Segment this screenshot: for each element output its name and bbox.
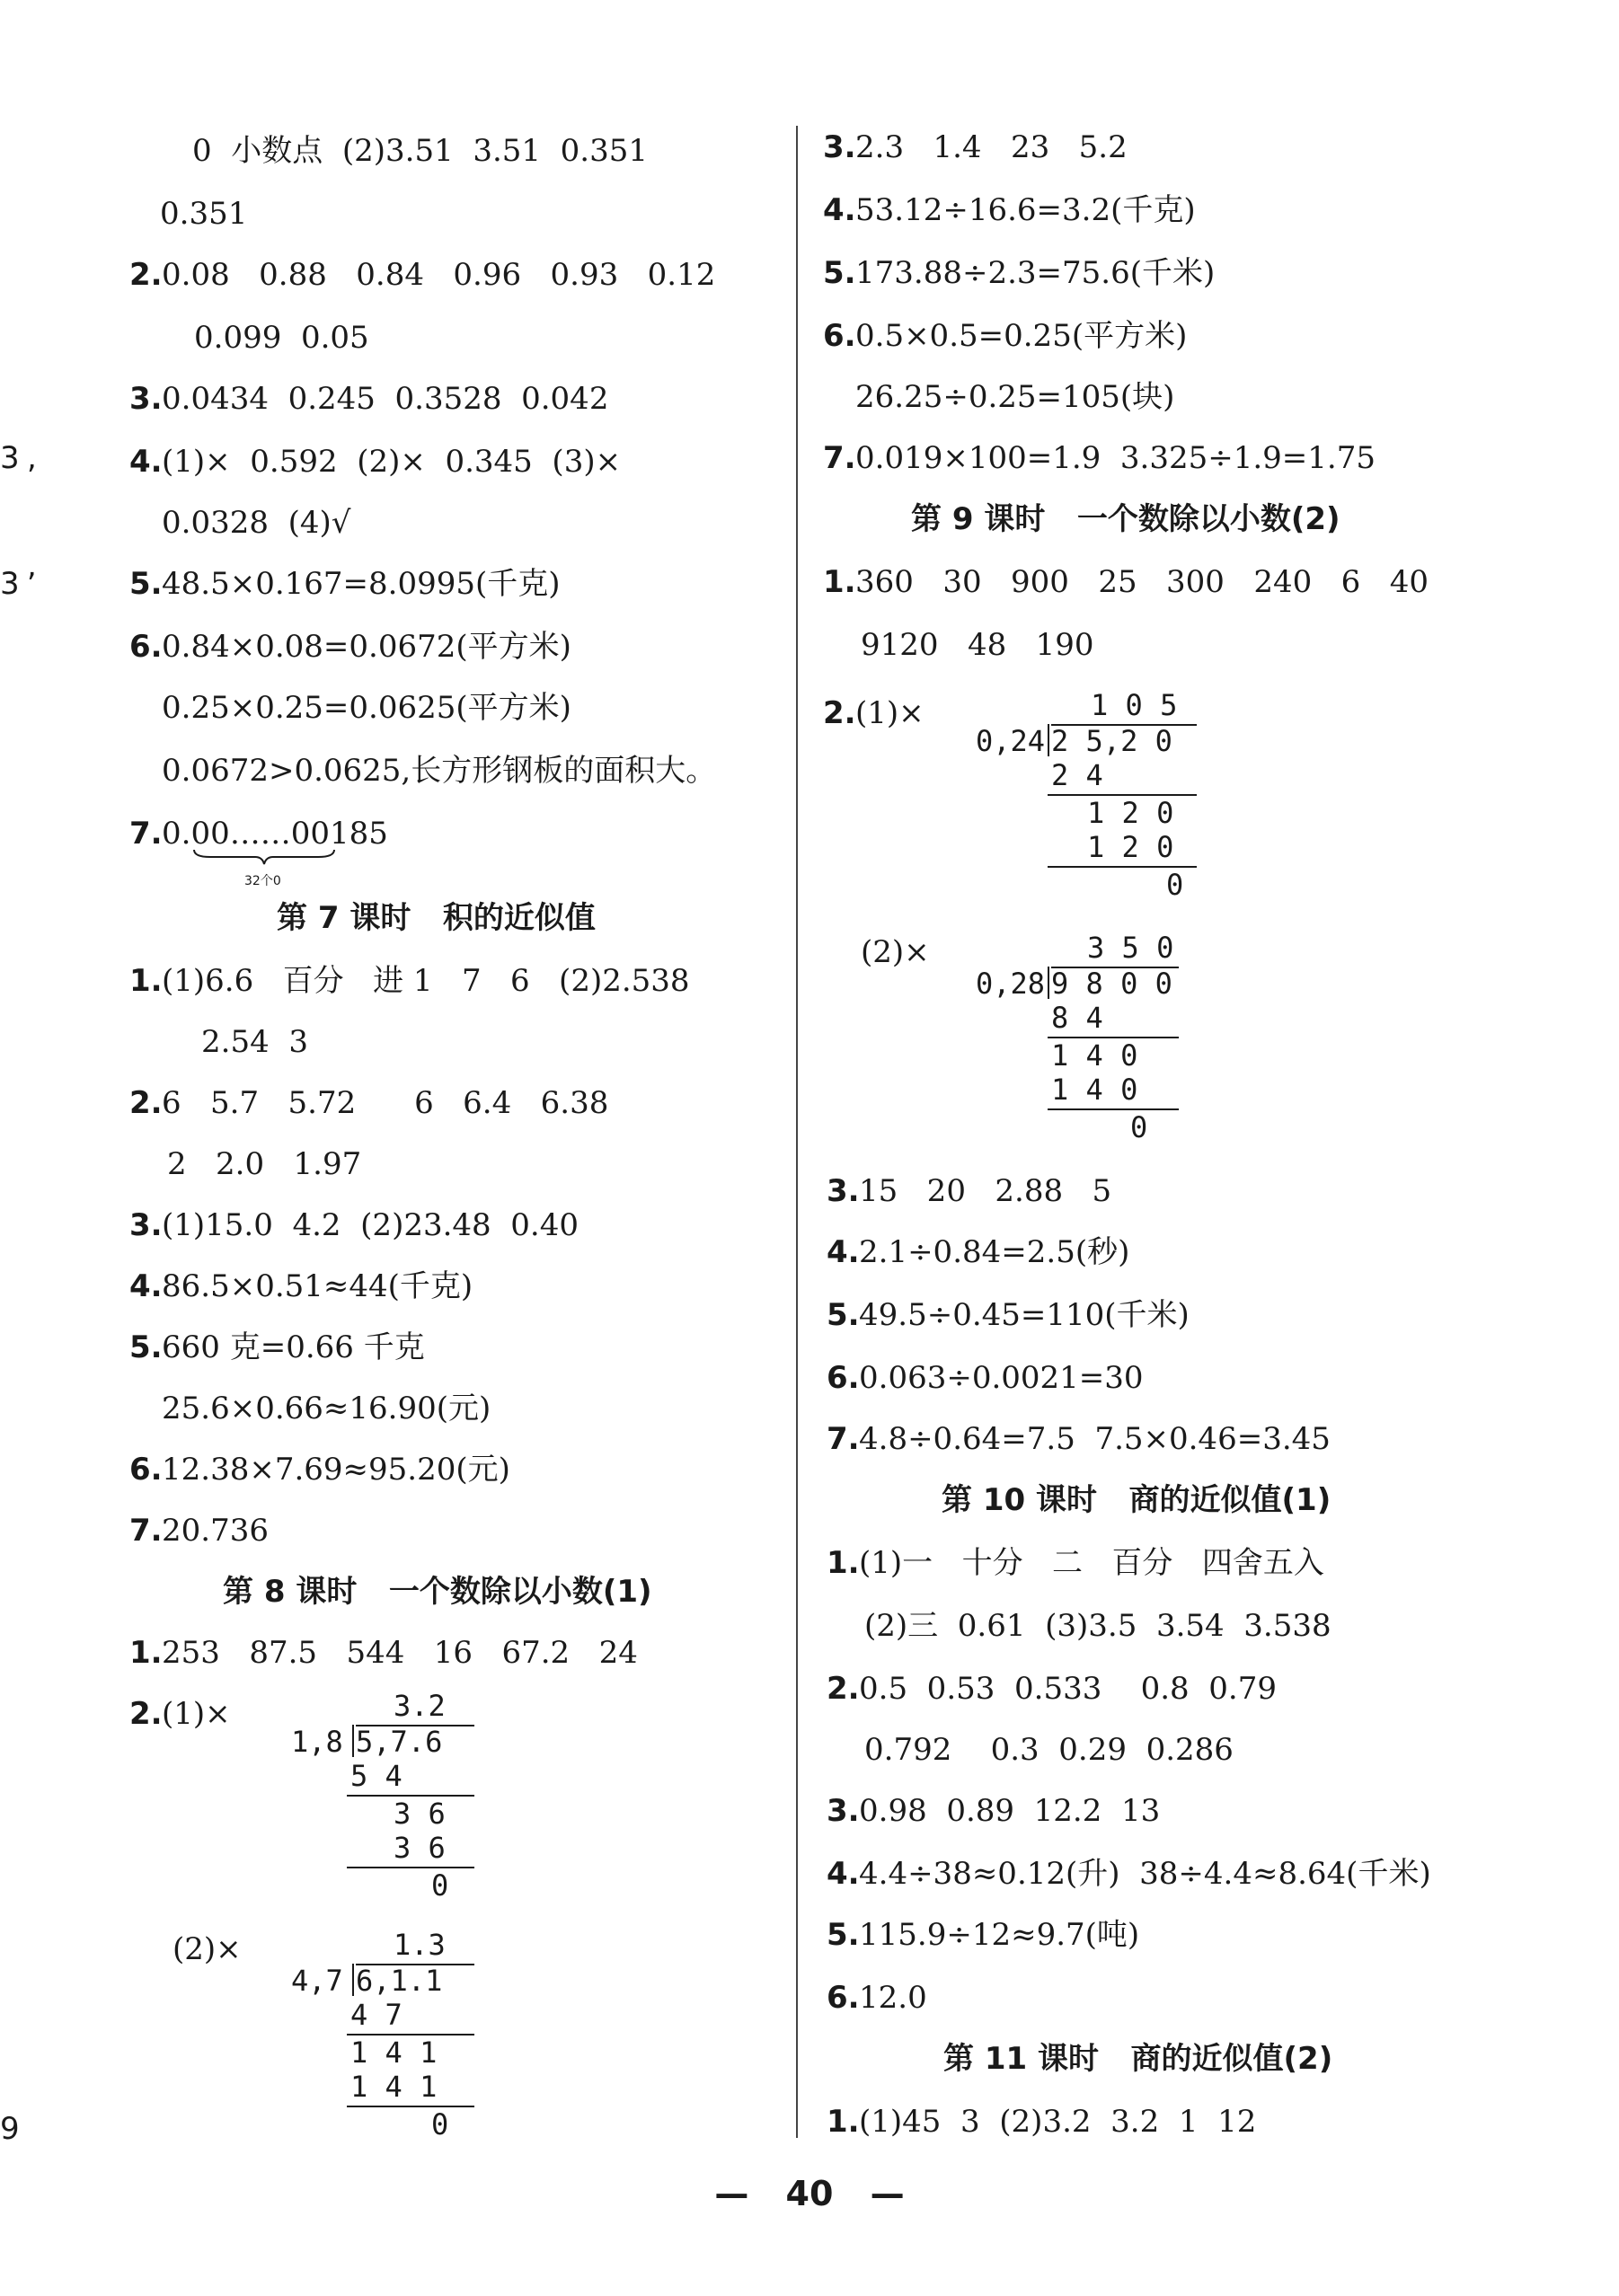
remainder: 0 [431,2107,449,2141]
answer-line: 0.84×0.08=0.0672(平方米) [162,629,571,665]
step: 1 4 0 [1051,1073,1138,1107]
answer-line: 253 87.5 544 16 67.2 24 [162,1635,638,1671]
answer-line: 0.019×100=1.9 3.325÷1.9=1.75 [855,440,1376,476]
step-line [1048,1108,1179,1110]
item-number: 5. [129,1329,163,1365]
item-number: 4. [827,1234,860,1270]
item-number: 3. [827,1173,860,1209]
step: 1 2 0 [1087,830,1174,864]
item-number: 3. [827,1793,860,1829]
item-number: 1. [129,1635,163,1671]
step: 8 4 [1051,1001,1103,1035]
step: 4 7 [350,1998,403,2032]
item-number: 2. [827,1671,860,1707]
answer-line: 0.08 0.88 0.84 0.96 0.93 0.12 [162,257,716,293]
answer-line: 53.12÷16.6=3.2(千克) [855,192,1196,228]
item-number: 4. [823,192,856,228]
answer-line: (2)× [173,1931,242,1967]
dividend: 2 5,2 0 [1051,724,1172,758]
item-number: 4. [827,1856,860,1892]
answer-line: 86.5×0.51≈44(千克) [162,1268,473,1304]
answer-line: 49.5÷0.45=110(千米) [859,1297,1190,1333]
divisor: 0,24 [976,724,1046,758]
edge-mark: , [27,548,37,584]
item-number: 1. [827,2104,860,2140]
item-number: 7. [129,816,163,852]
answer-line: 173.88÷2.3=75.6(千米) [855,255,1216,291]
answer-line: 0.351 [160,196,248,232]
answer-line: (1)15.0 4.2 (2)23.48 0.40 [162,1207,579,1243]
step: 3 6 [394,1797,446,1831]
item-number: 2. [129,1696,163,1732]
item-number: 2. [129,257,163,293]
remainder: 0 [1166,868,1184,902]
item-number: 1. [129,963,163,999]
answer-line: 360 30 900 25 300 240 6 40 [855,564,1429,600]
step: 1 2 0 [1087,796,1174,830]
section-heading: 第 11 课时 商的近似值(2) [943,2041,1333,2077]
answer-line: 12.38×7.69≈95.20(元) [162,1452,510,1488]
edge-mark: 3 [0,566,20,602]
answer-line: 0.5×0.5=0.25(平方米) [855,318,1188,354]
dividend: 6,1.1 [356,1964,443,1998]
answer-line: 48.5×0.167=8.0995(千克) [162,566,561,602]
item-number: 5. [827,1297,860,1333]
edge-mark: 9 [0,2111,20,2147]
answer-line: 2.54 3 [201,1024,308,1060]
item-number: 1. [827,1545,860,1581]
step: 1 4 1 [350,2035,438,2070]
answer-line: (2)× [861,934,930,970]
divisor: 4,7 [291,1964,343,1998]
long-division [288,1689,485,1922]
answer-line: (1)× [855,695,925,731]
answer-line: 0.25×0.25=0.0625(平方米) [162,690,571,726]
answer-line: (1)一 十分 二 百分 四舍五入 [859,1545,1324,1581]
answer-line: (1)45 3 (2)3.2 3.2 1 12 [859,2104,1257,2140]
item-number: 4. [129,1268,163,1304]
answer-line: 115.9÷12≈9.7(吨) [859,1917,1140,1953]
answer-line: 0.063÷0.0021=30 [859,1360,1144,1396]
column-divider [796,126,798,2138]
item-number: 3. [129,1207,163,1243]
page-number: 40 [785,2174,834,2213]
dividend: 5,7.6 [356,1725,443,1759]
quotient: 3.2 [394,1689,446,1723]
answer-line: 0.0434 0.245 0.3528 0.042 [162,381,609,417]
answer-line: 15 20 2.88 5 [859,1173,1112,1209]
quotient: 3 5 0 [1087,931,1174,965]
quotient: 1.3 [394,1928,446,1962]
step-line [347,1867,474,1868]
item-number: 6. [129,629,163,665]
answer-line: 25.6×0.66≈16.90(元) [162,1391,491,1426]
long-division [976,931,1209,1164]
edge-mark: , [27,440,37,476]
answer-line: 0.98 0.89 12.2 13 [859,1793,1161,1829]
answer-line: 4.4÷38≈0.12(升) 38÷4.4≈8.64(千米) [859,1856,1431,1892]
brace-note: 32个0 [244,874,281,888]
item-number: 5. [129,566,163,602]
step: 1 4 0 [1051,1038,1138,1073]
answer-line: 6 5.7 5.72 6 6.4 6.38 [162,1085,609,1121]
divisor: 1,8 [291,1725,343,1759]
step: 2 4 [1051,758,1103,792]
answer-line: 0.0672>0.0625,长方形钢板的面积大。 [162,753,717,789]
item-number: 7. [129,1513,163,1549]
long-division [288,1928,485,2161]
dividend: 9 8 0 0 [1051,967,1172,1001]
section-heading: 第 8 课时 一个数除以小数(1) [223,1574,652,1610]
item-number: 6. [827,1980,860,2016]
section-heading: 第 10 课时 商的近似值(1) [942,1482,1331,1518]
answer-line: 0.5 0.53 0.533 0.8 0.79 [859,1671,1277,1707]
item-number: 6. [827,1360,860,1396]
edge-mark: 3 [0,440,20,476]
item-number: 3. [129,381,163,417]
item-number: 5. [823,255,856,291]
answer-line: 2.1÷0.84=2.5(秒) [859,1234,1130,1270]
answer-line: (1)× 0.592 (2)× 0.345 (3)× [162,444,622,480]
answer-line: 660 克=0.66 千克 [162,1329,425,1365]
division-bracket [1048,967,1049,999]
item-number: 4. [129,444,163,480]
page-number-footer [0,2174,1619,2213]
answer-line: 4.8÷0.64=7.5 7.5×0.46=3.45 [859,1421,1331,1457]
quotient: 1 0 5 [1091,688,1178,722]
footer-dash: — [870,2174,905,2213]
item-number: 3. [823,129,856,165]
item-number: 7. [827,1421,860,1457]
answer-line: (1)× [162,1696,231,1732]
item-number: 1. [823,564,856,600]
footer-dash: — [714,2174,749,2213]
answer-line: (2)三 0.61 (3)3.5 3.54 3.538 [864,1608,1331,1644]
divisor: 0,28 [976,967,1046,1001]
item-number: 2. [823,695,856,731]
division-bracket [1048,724,1049,756]
underbrace [192,848,336,868]
remainder: 0 [1130,1110,1148,1144]
item-number: 6. [823,318,856,354]
answer-line: 0.0328 (4)√ [162,505,351,541]
step: 5 4 [350,1759,403,1793]
answer-line: 9120 48 190 [861,627,1094,663]
item-number: 7. [823,440,856,476]
answer-line: 2.3 1.4 23 5.2 [855,129,1128,165]
remainder: 0 [431,1868,449,1903]
answer-line: (1)6.6 百分 进 1 7 6 (2)2.538 [162,963,690,999]
answer-line: 2 2.0 1.97 [167,1146,362,1182]
section-heading: 第 9 课时 一个数除以小数(2) [911,501,1340,537]
item-number: 6. [129,1452,163,1488]
answer-line: 26.25÷0.25=105(块) [855,379,1175,415]
step: 3 6 [394,1831,446,1865]
step-line [347,2106,474,2107]
division-bracket [352,1964,354,1996]
answer-line: 20.736 [162,1513,269,1549]
step: 1 4 1 [350,2070,438,2104]
answer-line: 0 小数点 (2)3.51 3.51 0.351 [192,133,648,169]
item-number: 5. [827,1917,860,1953]
section-heading: 第 7 课时 积的近似值 [277,900,596,936]
answer-line: 0.00……00185 [162,816,388,852]
item-number: 2. [129,1085,163,1121]
division-bracket [352,1725,354,1757]
answer-line: 12.0 [859,1980,927,2016]
answer-line: 0.099 0.05 [194,320,369,356]
answer-line: 0.792 0.3 0.29 0.286 [864,1732,1234,1768]
long-division [976,688,1209,922]
